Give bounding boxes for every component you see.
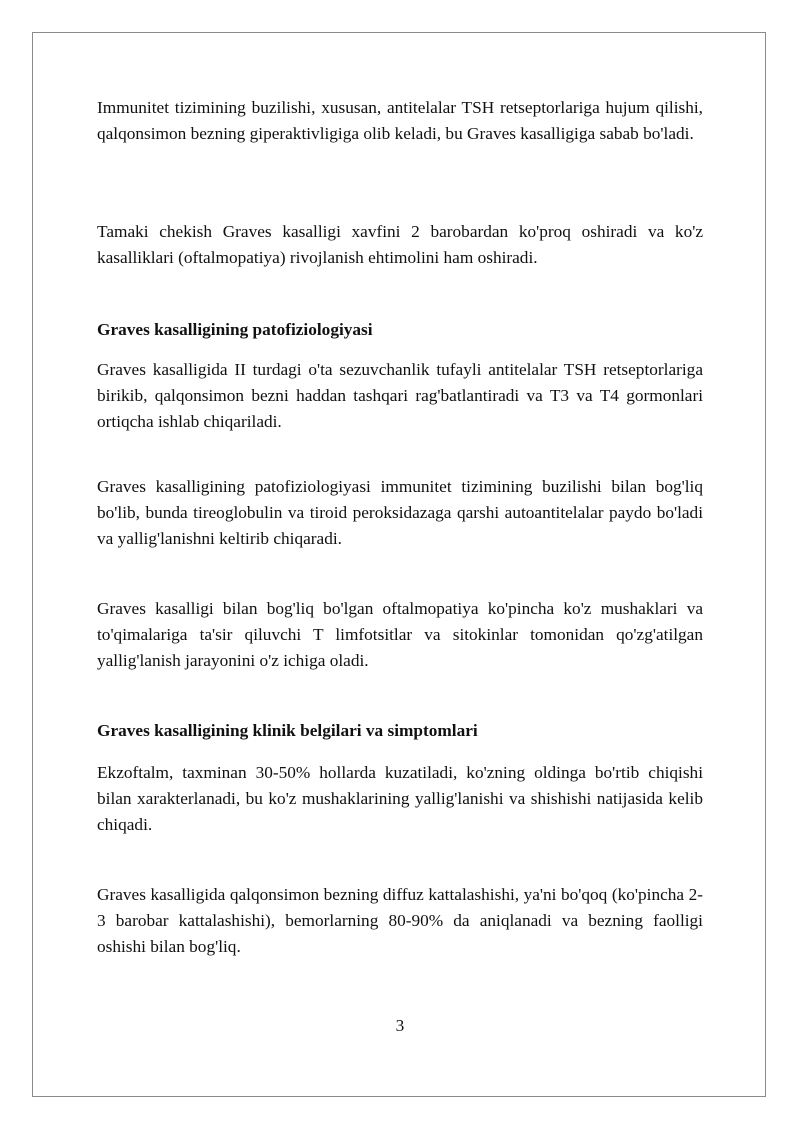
- paragraph-autoantibodies: Graves kasalligining patofiziologiyasi immunitet tizimining buzilishi bilan bog'liq bo'lib, bunda tireoglobulin va tiroid peroksidazaga qarshi autoantitelalar paydo bo'ladi va yallig'lanishni keltirib chiqaradi.: [97, 477, 703, 548]
- section-heading-clinical-signs: Graves kasalligining klinik belgilari va simptomlari: [97, 721, 478, 740]
- paragraph-goiter: Graves kasalligida qalqonsimon bezning diffuz kattalashishi, ya'ni bo'qoq (ko'pincha 2-3 barobar kattalashishi), bemorlarning 80-90% da aniqlanadi va bezning faolligi oshishi bilan bog'liq.: [97, 885, 703, 956]
- paragraph-smoking-risk: Tamaki chekish Graves kasalligi xavfini 2 barobardan ko'proq oshiradi va ko'z kasalliklari (oftalmopatiya) rivojlanish ehtimolini ham oshiradi.: [97, 222, 703, 267]
- paragraph-hypersensitivity: Graves kasalligida II turdagi o'ta sezuvchanlik tufayli antitelalar TSH retseptorlariga birikib, qalqonsimon bezni haddan tashqari rag'batlantiradi va T3 va T4 gormonlari ortiqcha ishlab chiqariladi.: [97, 360, 703, 431]
- page-number: 3: [395, 1016, 405, 1035]
- paragraph-ophthalmopathy: Graves kasalligi bilan bog'liq bo'lgan oftalmopatiya ko'pincha ko'z mushaklari va to'qimalariga ta'sir qiluvchi T limfotsitlar va sitokinlar tomonidan qo'zg'atilgan yallig'lanish jarayonini o'z ichiga oladi.: [97, 599, 703, 670]
- section-heading-pathophysiology: Graves kasalligining patofiziologiyasi: [97, 320, 373, 339]
- paragraph-exophthalmos: Ekzoftalm, taxminan 30-50% hollarda kuzatiladi, ko'zning oldinga bo'rtib chiqishi bilan xarakterlanadi, bu ko'z mushaklarining yallig'lanishi va shishishi natijasida kelib chiqadi.: [97, 763, 703, 834]
- paragraph-immune-dysfunction: Immunitet tizimining buzilishi, xususan, antitelalar TSH retseptorlariga hujum qilishi, qalqonsimon bezning giperaktivligiga olib keladi, bu Graves kasalligiga sabab bo'ladi.: [97, 98, 703, 143]
